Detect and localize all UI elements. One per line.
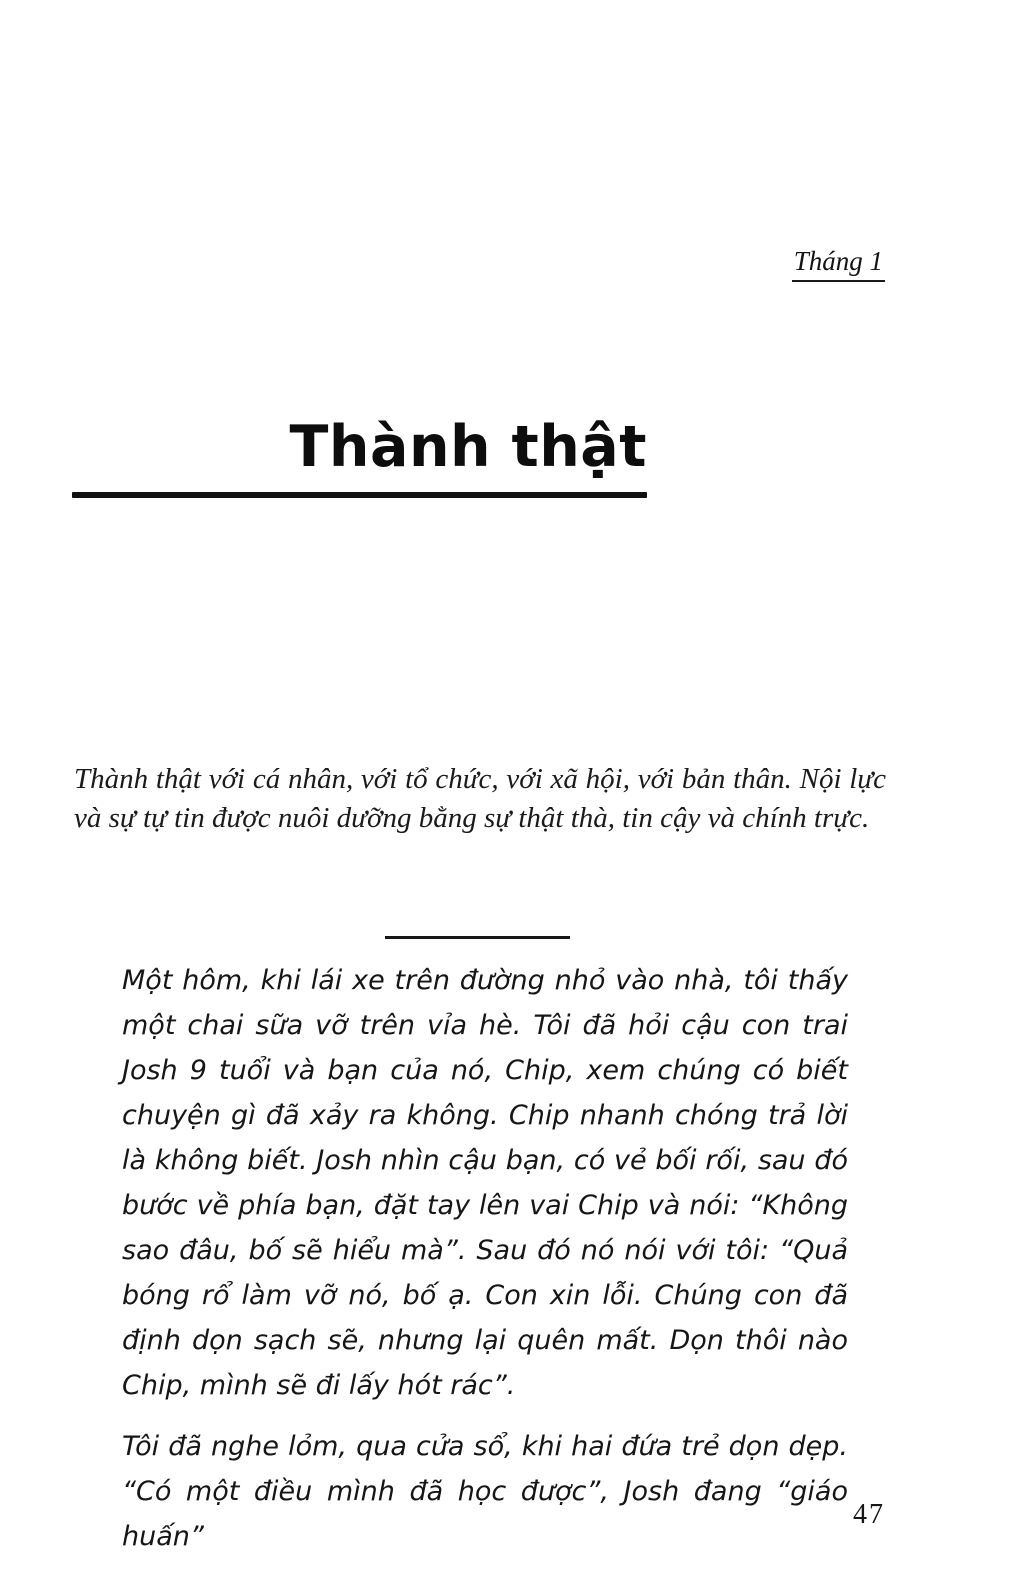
chapter-title: Thành thật <box>289 414 647 480</box>
chapter-title-block <box>72 414 647 498</box>
section-divider-rule <box>385 936 570 939</box>
body-paragraph: Một hôm, khi lái xe trên đường nhỏ vào nhà, tôi thấy một chai sữa vỡ trên vỉa hè. Tôi đã hỏi cậu con trai Josh 9 tuổi và bạn của nó, Chip, xem chúng có biết chuyện gì đã xảy ra không. Chip nhanh chóng trả lời là không biết. Josh nhìn cậu bạn, có vẻ bối rối, sau đó bước về phía bạn, đặt tay lên vai Chip và nói: “Không sao đâu, bố sẽ hiểu mà”. Sau đó nó nói với tôi: “Quả bóng rổ làm vỡ nó, bố ạ. Con xin lỗi. Chúng con đã định dọn sạch sẽ, nhưng lại quên mất. Dọn thôi nào Chip, mình sẽ đi lấy hót rác”. <box>122 965 848 1401</box>
epigraph-text: Thành thật với cá nhân, với tổ chức, với xã hội, với bản thân. Nội lực và sự tự tin được nuôi dưỡng bằng sự thật thà, tin cậy và chính trực. <box>74 763 886 834</box>
page-number: 47 <box>853 1499 885 1530</box>
body-paragraph: Tôi đã nghe lỏm, qua cửa sổ, khi hai đứa trẻ dọn dẹp. “Có một điều mình đã học được”, Josh đang “giáo huấn” <box>122 1431 848 1552</box>
running-head: Tháng 1 <box>792 246 885 282</box>
title-underline-rule <box>72 492 647 498</box>
body-text-block <box>122 958 848 1575</box>
